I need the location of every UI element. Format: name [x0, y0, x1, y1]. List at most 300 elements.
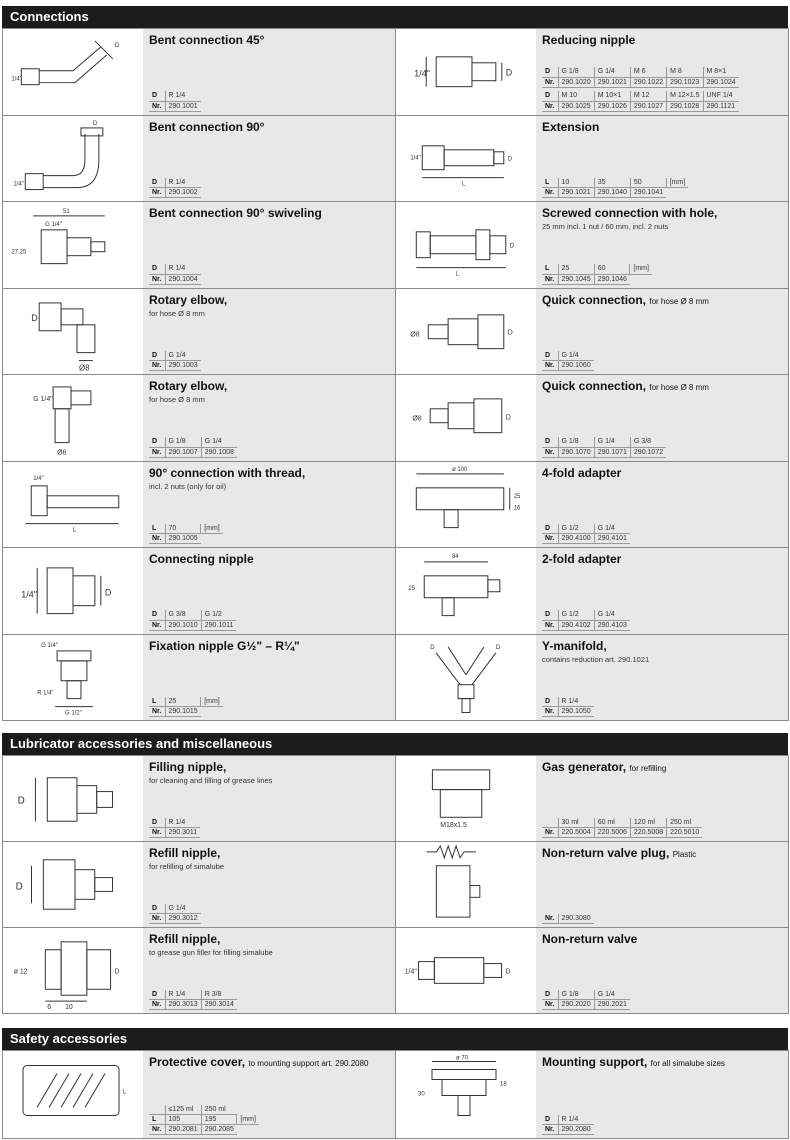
spec-value: G 1/4	[558, 351, 594, 361]
spec-value: UNF 1/4	[703, 91, 739, 101]
product-title-text: Extension	[542, 119, 600, 134]
spec-value: R 1/4	[165, 178, 201, 188]
spec-value: 25	[558, 264, 594, 274]
spec-row	[542, 437, 666, 447]
spec-value: G 1/2	[558, 524, 594, 534]
product-info	[143, 928, 395, 1013]
spec-value: 290.1071	[594, 447, 630, 457]
spec-value: R 1/4	[165, 91, 201, 101]
drawing-label: 1/4"	[21, 589, 37, 600]
product-title-text: 90° connection with thread,	[149, 465, 306, 480]
drawing-label: ø 70	[456, 1055, 469, 1062]
spec-value: R 1/4	[165, 990, 201, 1000]
product-cell	[395, 755, 789, 842]
spec-row	[542, 914, 594, 924]
spec-label: D	[149, 990, 165, 1000]
spec-row	[542, 361, 594, 371]
product-info	[143, 202, 395, 288]
quick-connection-1-drawing	[396, 289, 536, 375]
spec-value: 290.1022	[630, 77, 666, 87]
product-cell	[2, 927, 396, 1014]
product-title-suffix: Plastic	[672, 850, 697, 859]
spec-row	[149, 1000, 237, 1010]
product-title-suffix: for hose Ø 8 mm	[649, 296, 709, 306]
spec-table	[149, 697, 223, 718]
section-title: Safety accessories	[10, 1031, 128, 1046]
spec-label: L	[542, 264, 558, 274]
drawing-label: ø 100	[452, 466, 468, 473]
product-cell	[395, 927, 789, 1014]
drawing-label: D	[505, 968, 511, 976]
filling-nipple-drawing	[3, 756, 143, 841]
spec-row	[542, 828, 702, 838]
spec-value: [mm]	[201, 524, 223, 534]
product-cell	[395, 115, 789, 203]
product-title	[542, 379, 782, 395]
product-info	[536, 375, 788, 461]
spec-table	[149, 264, 201, 285]
spec-label: D	[149, 904, 165, 914]
spec-label: D	[149, 610, 165, 620]
product-title	[149, 846, 389, 861]
drawing-label: D	[505, 414, 511, 422]
drawing-label: G 1/4"	[33, 395, 53, 403]
spec-label: D	[542, 351, 558, 361]
product-title	[542, 1055, 782, 1071]
drawing-label: D	[507, 156, 513, 163]
spec-value: 220.5008	[630, 828, 666, 838]
drawing-label: L	[123, 1089, 127, 1096]
spec-value: 290.1027	[630, 101, 666, 111]
spec-value: G 1/8	[558, 67, 594, 77]
rotary-elbow-2-drawing	[3, 375, 143, 461]
spec-table	[542, 1115, 594, 1136]
product-note: for hose Ø 8 mm	[149, 308, 205, 318]
product-cell	[395, 28, 789, 116]
spec-value: 290.1015	[165, 707, 201, 717]
spec-row	[149, 828, 200, 838]
spec-value: 290.1025	[558, 101, 594, 111]
drawing-label: D	[31, 312, 38, 323]
spec-value: G 1/4	[165, 904, 201, 914]
product-drawing	[3, 548, 143, 634]
product-title-text: Bent connection 90° swiveling	[149, 206, 322, 220]
drawing-label: 1/4"	[404, 968, 417, 976]
drawing-label: 1/4"	[11, 76, 22, 83]
product-info	[536, 548, 788, 634]
spec-label: D	[542, 91, 558, 101]
spec-value: 290.1121	[703, 101, 739, 111]
spec-label: D	[542, 67, 558, 77]
drawing-label: Ø6	[57, 449, 67, 457]
spec-label: Nr.	[149, 447, 165, 457]
product-cell	[2, 374, 396, 462]
product-title-text: Non-return valve	[542, 932, 638, 946]
spec-row	[542, 534, 630, 544]
spec-value: 290.3012	[165, 914, 201, 924]
product-drawing	[396, 928, 536, 1013]
spec-label: Nr.	[149, 828, 165, 838]
spec-label: L	[149, 697, 165, 707]
spec-value: G 1/8	[558, 990, 594, 1000]
spec-table	[149, 904, 201, 925]
product-cell	[2, 115, 396, 203]
spec-label: Nr.	[149, 101, 165, 111]
product-cell	[395, 288, 789, 376]
spec-value: G 1/4	[165, 351, 201, 361]
spec-value: 290.1024	[703, 77, 739, 87]
drawing-label: G 1/2"	[65, 710, 82, 717]
spec-table	[149, 178, 201, 199]
spec-value: 290.1003	[165, 361, 201, 371]
product-title	[149, 206, 389, 221]
product-title	[542, 293, 782, 309]
product-info	[536, 1051, 788, 1138]
spec-label: D	[149, 351, 165, 361]
spec-value: 290.1028	[667, 101, 703, 111]
spec-label: D	[542, 437, 558, 447]
product-title	[149, 33, 389, 48]
spec-row	[542, 188, 688, 198]
product-drawing	[3, 289, 143, 375]
product-info	[143, 548, 395, 634]
spec-value: 290.4101	[594, 534, 630, 544]
product-info	[143, 29, 395, 115]
spec-row	[542, 818, 702, 828]
spec-label: Nr.	[542, 620, 558, 630]
product-drawing	[396, 289, 536, 375]
product-info	[143, 1051, 395, 1138]
spec-row	[149, 361, 201, 371]
spec-value: 105	[165, 1115, 201, 1125]
spec-value: 290.2081	[165, 1125, 201, 1135]
product-info	[143, 635, 395, 721]
product-drawing	[396, 116, 536, 202]
spec-label: D	[149, 91, 165, 101]
drawing-label: D	[505, 67, 513, 78]
spec-value: G 1/8	[165, 437, 201, 447]
drawing-label: D	[17, 795, 25, 807]
spec-row	[149, 447, 237, 457]
product-title-text: Quick connection,	[542, 292, 647, 307]
spec-row	[149, 274, 201, 284]
spec-row	[149, 1115, 259, 1125]
product-drawing	[396, 756, 536, 841]
product-drawing	[3, 116, 143, 202]
spec-label: Nr.	[542, 77, 558, 87]
spec-row	[149, 1125, 259, 1135]
product-drawing	[3, 635, 143, 721]
spec-table	[542, 351, 594, 372]
product-title	[149, 379, 389, 394]
reducing-nipple-drawing	[396, 29, 536, 115]
spec-table	[542, 437, 666, 458]
drawing-label: D	[430, 644, 435, 651]
product-title	[542, 639, 782, 654]
spec-label: D	[542, 610, 558, 620]
spec-value: 290.3014	[201, 1000, 237, 1010]
spec-row	[149, 91, 201, 101]
2-fold-adapter-drawing	[396, 548, 536, 634]
spec-table	[542, 524, 630, 545]
spec-value: 290.2020	[558, 1000, 594, 1010]
drawing-label: Ø8	[410, 331, 420, 339]
drawing-label: L	[462, 181, 466, 188]
drawing-label: D	[507, 329, 513, 337]
product-title	[149, 120, 389, 135]
product-info	[536, 289, 788, 375]
drawing-label: D	[495, 644, 501, 651]
protective-cover-drawing	[3, 1051, 143, 1138]
connections-grid	[2, 28, 788, 720]
spec-value: 290.1021	[558, 188, 594, 198]
spec-value: 290.2085	[201, 1125, 237, 1135]
spec-label: D	[149, 437, 165, 447]
spec-value: 220.5004	[558, 828, 594, 838]
spec-value: R 1/4	[165, 264, 201, 274]
spec-row	[149, 264, 201, 274]
drawing-label: G 1/4"	[41, 642, 58, 649]
product-title-text: Bent connection 45°	[149, 33, 265, 47]
product-drawing	[3, 462, 143, 548]
bent-45-drawing	[3, 29, 143, 115]
product-title-text: 4-fold adapter	[542, 465, 622, 480]
spec-value: ≤125 ml	[165, 1105, 201, 1115]
spec-value: 290.1008	[201, 447, 237, 457]
drawing-label: D	[92, 120, 98, 127]
product-info	[536, 928, 788, 1013]
section-header-safety	[2, 1028, 788, 1050]
product-cell	[2, 288, 396, 376]
drawing-label: 84	[452, 553, 459, 560]
product-cell	[2, 28, 396, 116]
non-return-valve-drawing	[396, 928, 536, 1013]
spec-label: Nr.	[542, 188, 558, 198]
spec-row	[149, 534, 223, 544]
product-title	[149, 760, 389, 775]
product-cell	[2, 201, 396, 289]
product-title-text: Reducing nipple	[542, 33, 636, 47]
product-title	[149, 932, 389, 947]
product-title-text: Bent connection 90°	[149, 119, 265, 134]
drawing-label: 6	[47, 1004, 52, 1012]
product-drawing	[396, 842, 536, 927]
product-info	[143, 756, 395, 841]
spec-value: M 8	[667, 67, 703, 77]
product-info	[536, 202, 788, 288]
product-title	[542, 466, 782, 481]
product-title	[542, 760, 782, 776]
spec-row	[542, 264, 652, 274]
drawing-label: 1/4"	[410, 155, 421, 162]
extension-drawing	[396, 116, 536, 202]
product-title	[542, 33, 782, 48]
product-title-text: 2-fold adapter	[542, 552, 622, 566]
spec-row	[542, 1000, 630, 1010]
product-drawing	[396, 635, 536, 721]
spec-row	[149, 904, 201, 914]
product-note: for cleaning and filling of grease lines	[149, 776, 273, 785]
spec-value: 120 ml	[630, 818, 666, 828]
spec-row	[542, 707, 594, 717]
product-title-text: Gas generator,	[542, 760, 627, 774]
spec-value: 50	[630, 178, 666, 188]
spec-value: 290.4103	[594, 620, 630, 630]
product-info	[143, 375, 395, 461]
spec-label: Nr.	[542, 361, 558, 371]
spec-label: D	[149, 818, 165, 828]
spec-value: 290.1020	[558, 77, 594, 87]
spec-table	[149, 990, 237, 1011]
drawing-label: D	[114, 42, 120, 49]
spec-value: 290.1021	[594, 77, 630, 87]
spec-table	[542, 990, 630, 1011]
spec-label: L	[149, 1115, 165, 1125]
spec-row	[149, 914, 201, 924]
product-title-text: Refill nipple,	[149, 846, 221, 860]
spec-value: G 1/8	[558, 437, 594, 447]
product-title	[542, 206, 782, 221]
product-title-text: Filling nipple,	[149, 760, 227, 774]
product-note: for hose Ø 8 mm	[149, 395, 205, 404]
spec-value: M 10×1	[594, 91, 630, 101]
drawing-label: Ø8	[412, 415, 422, 423]
drawing-label: 1/4"	[414, 68, 430, 79]
spec-label: Nr.	[542, 274, 558, 284]
drawing-label: 51	[63, 208, 70, 215]
product-cell	[395, 374, 789, 462]
spec-label: D	[149, 178, 165, 188]
spec-label: Nr.	[542, 534, 558, 544]
spec-row	[149, 437, 237, 447]
spec-value: R 1/4	[558, 1115, 594, 1125]
spec-row	[542, 77, 739, 87]
spec-label: Nr.	[149, 1000, 165, 1010]
product-title	[149, 552, 389, 567]
spec-value: 290.1026	[594, 101, 630, 111]
spec-value: 290.2021	[594, 1000, 630, 1010]
spec-value: 10	[558, 178, 594, 188]
refill-nipple-1-drawing	[3, 842, 143, 927]
drawing-label: ø 12	[13, 968, 28, 976]
spec-value: [mm]	[237, 1115, 259, 1125]
product-title	[542, 120, 782, 135]
spec-row	[542, 91, 739, 101]
product-title	[149, 1055, 389, 1071]
spec-table	[542, 697, 594, 718]
spec-value: 290.1060	[558, 361, 594, 371]
product-title	[542, 552, 782, 567]
drawing-label: Ø8	[78, 363, 90, 373]
product-drawing	[3, 842, 143, 927]
spec-row	[149, 707, 223, 717]
spec-table	[542, 178, 688, 199]
product-info	[536, 635, 788, 721]
product-title-suffix: to mounting support art. 290.2080	[248, 1059, 369, 1068]
spec-row	[149, 610, 236, 620]
spec-row	[542, 178, 688, 188]
spec-value: [mm]	[630, 264, 652, 274]
product-info	[536, 842, 788, 927]
spec-label: Nr.	[149, 1125, 165, 1135]
product-info	[536, 462, 788, 548]
product-note: for refilling of simalube	[149, 862, 225, 871]
drawing-label: D	[15, 881, 23, 893]
spec-row	[542, 1115, 594, 1125]
spec-label: D	[542, 990, 558, 1000]
spec-label: L	[149, 524, 165, 534]
spec-label: Nr.	[149, 534, 165, 544]
spec-row	[149, 990, 237, 1000]
spec-table	[149, 437, 237, 458]
spec-table	[542, 610, 630, 631]
spec-label	[149, 1105, 165, 1115]
spec-value: 250 ml	[201, 1105, 237, 1115]
product-drawing	[396, 375, 536, 461]
spec-table	[149, 91, 201, 112]
spec-value: G 3/8	[165, 610, 201, 620]
drawing-label: 30	[418, 1091, 425, 1098]
drawing-label: 25	[408, 585, 415, 592]
section-title: Lubricator accessories and miscellaneous	[10, 736, 273, 751]
spec-row	[149, 818, 200, 828]
product-note: to grease gun filler for filling simalube	[149, 948, 273, 957]
spec-row	[149, 178, 201, 188]
product-title-suffix: for hose Ø 8 mm	[649, 383, 709, 392]
spec-value: R 1/4	[165, 818, 200, 828]
product-drawing	[396, 548, 536, 634]
spec-value: M 12×1.5	[667, 91, 703, 101]
product-cell	[2, 461, 396, 549]
product-drawing	[3, 1051, 143, 1138]
screwed-connection-drawing	[396, 202, 536, 288]
spec-value: R 1/4	[558, 697, 594, 707]
quick-connection-2-drawing	[396, 375, 536, 461]
spec-value: 290.1070	[558, 447, 594, 457]
spec-value: R 3/8	[201, 990, 237, 1000]
spec-row	[542, 524, 630, 534]
spec-row	[542, 274, 652, 284]
spec-row	[542, 620, 630, 630]
non-return-valve-plug-drawing	[396, 842, 536, 927]
product-cell	[2, 755, 396, 842]
spec-row	[149, 620, 236, 630]
lubricator-grid	[2, 755, 788, 1013]
product-drawing	[3, 756, 143, 841]
spec-label: Nr.	[542, 447, 558, 457]
spec-row	[542, 1125, 594, 1135]
drawing-label: 1/4"	[33, 475, 44, 482]
product-title-text: Y-manifold,	[542, 638, 607, 653]
spec-value: 290.1050	[558, 707, 594, 717]
spec-label: D	[149, 264, 165, 274]
product-drawing	[3, 375, 143, 461]
product-info	[143, 462, 395, 548]
spec-row	[542, 447, 666, 457]
spec-value: 290.1023	[667, 77, 703, 87]
spec-label	[542, 818, 558, 828]
spec-value: 290.1040	[594, 188, 630, 198]
product-cell	[2, 547, 396, 635]
drawing-label: L	[73, 527, 77, 534]
product-title-text: Rotary elbow,	[149, 292, 228, 307]
drawing-label: G 1/4"	[45, 221, 62, 228]
product-title	[149, 639, 389, 654]
product-note: contains reduction art. 290.1021	[542, 654, 650, 664]
product-title	[149, 466, 389, 481]
product-title	[149, 293, 389, 308]
spec-table	[149, 610, 236, 631]
